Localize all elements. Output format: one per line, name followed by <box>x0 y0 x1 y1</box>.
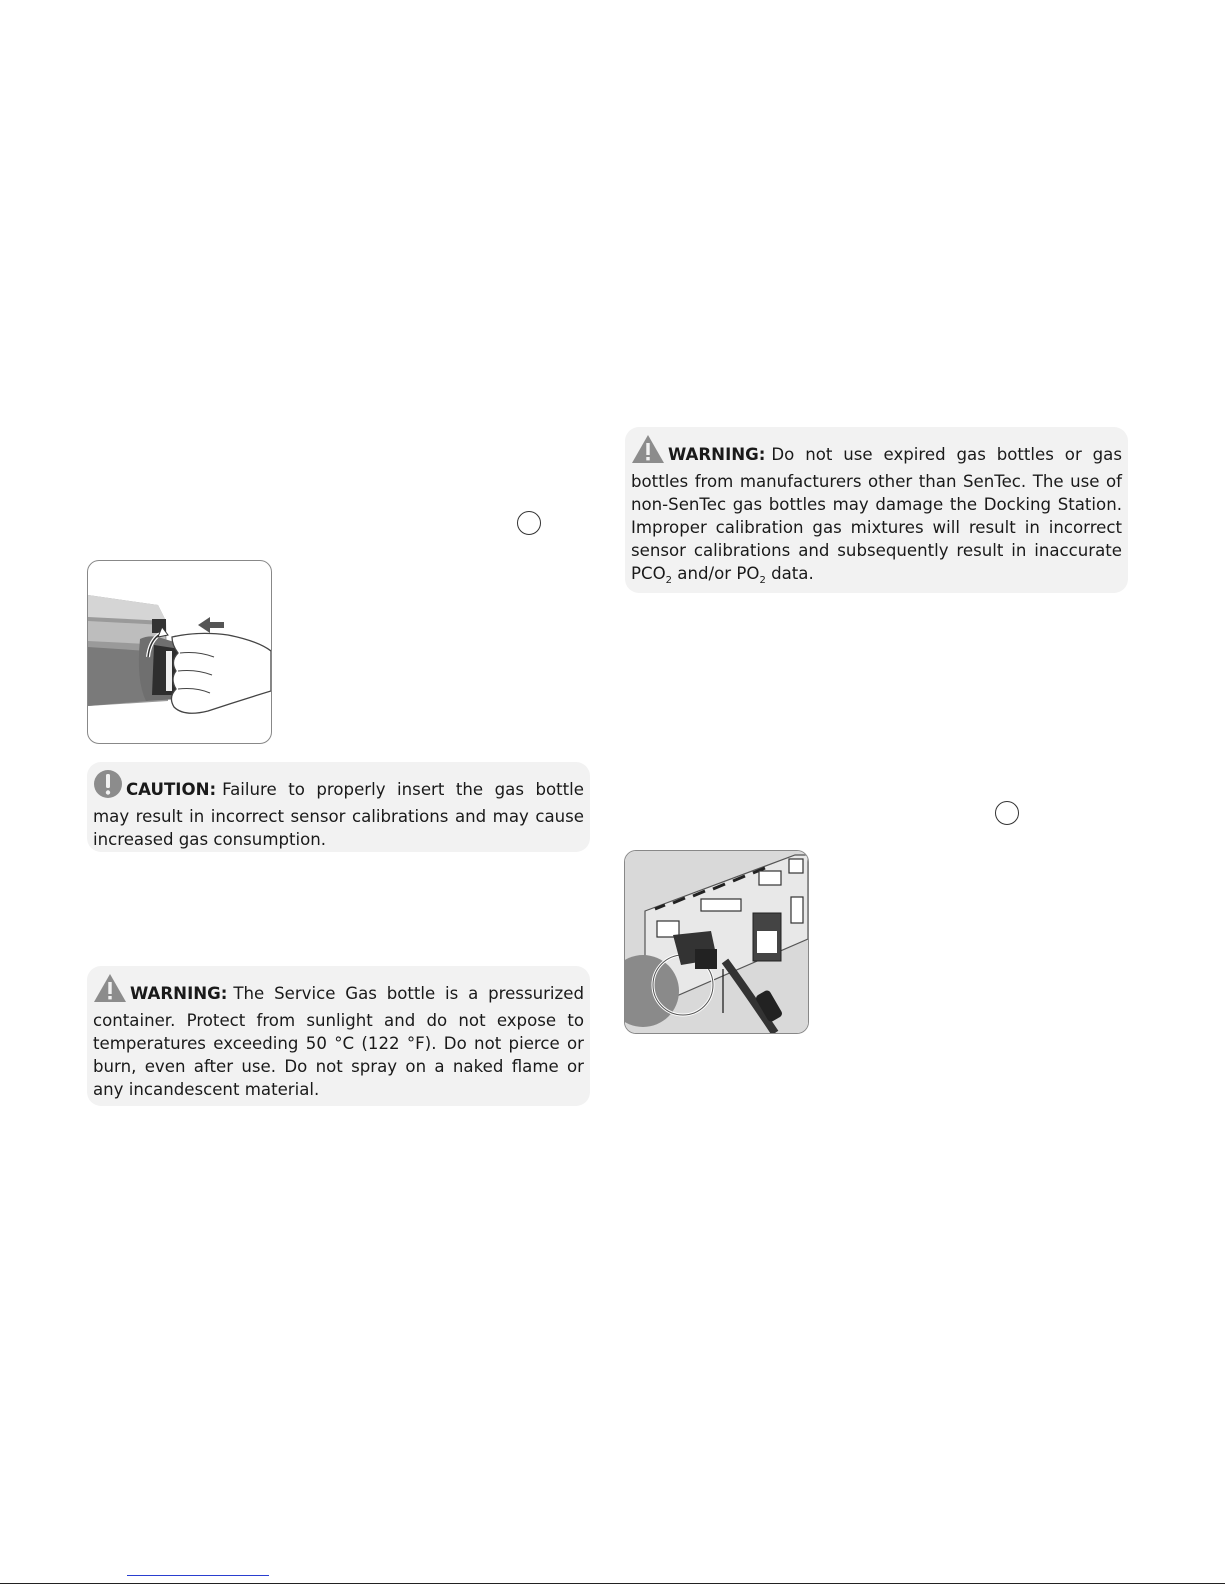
warning-service-gas-notice <box>87 966 590 1106</box>
caution-text: Failure to properly insert the gas bottle may result in incorrect sensor calibrations and may cause increased gas consumption. <box>93 780 584 849</box>
caution-label: CAUTION: <box>126 780 217 799</box>
warning-text: The Service Gas bottle is a pressurized container. Protect from sunlight and do not expose to temperatures exceeding 50 °C (122 °F). Do not pierce or burn, even after use. Do not spray on a naked flame or any incandescent material. <box>93 984 584 1099</box>
gas-bottle-insertion-illustration <box>88 561 271 743</box>
warning-triangle-icon <box>93 973 127 1009</box>
power-cable-connection-figure <box>624 850 809 1034</box>
warning-text: Do not use expired gas bottles or gas bottles from manufacturers other than SenTec. The use of non-SenTec gas bottles may damage the Docking Station. Improper calibration gas mixtures will result in incorrect sensor calibrations and subsequently result in inaccurate <box>631 445 1122 560</box>
step-marker-circle <box>995 801 1019 825</box>
power-cable-connection-illustration <box>625 851 808 1033</box>
warning-label: WARNING: <box>130 984 228 1003</box>
step-marker-circle <box>517 511 541 535</box>
exclamation-circle-icon <box>93 769 123 805</box>
caution-notice <box>87 762 590 852</box>
warning-expired-gas-notice <box>625 427 1128 593</box>
gas-bottle-insertion-figure <box>87 560 272 744</box>
footer-rule <box>0 1583 1225 1584</box>
pco2-text: $PCO_2$ and/or $PO_2$ data. <box>631 564 814 586</box>
warning-label: WARNING: <box>668 445 766 464</box>
footer-link-underline[interactable] <box>127 1575 269 1576</box>
warning-triangle-icon <box>631 434 665 470</box>
